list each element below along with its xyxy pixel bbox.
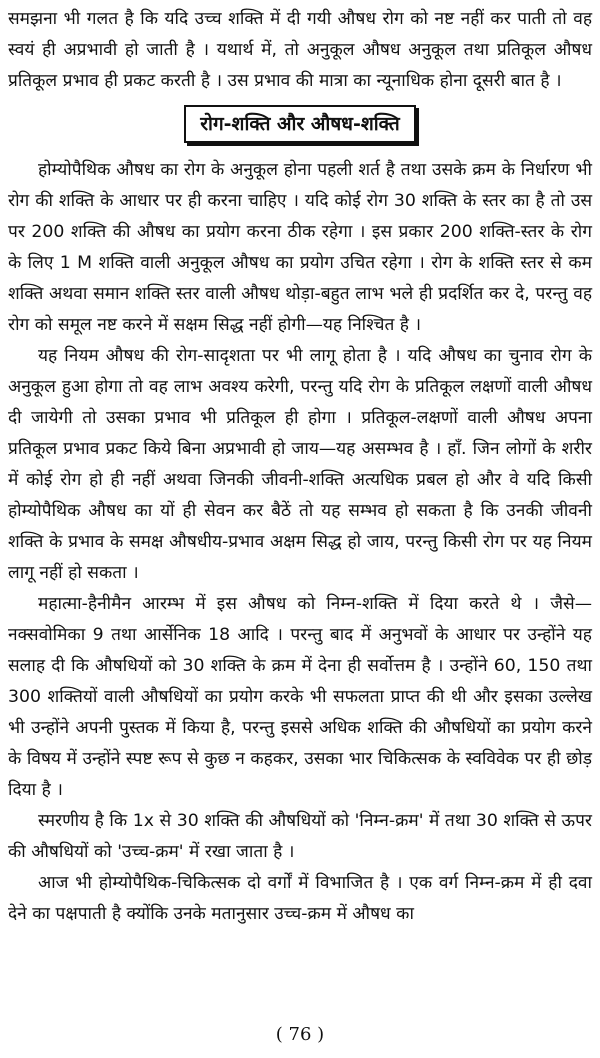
- paragraph: महात्मा-हैनीमैन आरम्भ में इस औषध को निम्न-शक्ति में दिया करते थे । जैसे—नक्सवोमिका 9 तथा आर्सेनिक 18 आदि । परन्तु बाद में अनुभवों के आधार पर उन्होंने यह सलाह दी कि औषधियों को 30 शक्ति के क्रम में देना ही सर्वोत्तम है । उन्होंने 60, 150 तथा 300 शक्तियों वाली औषधियों का प्रयोग करके भी सफलता प्राप्त की थी और इसका उल्लेख भी उन्होंने अपनी पुस्तक में किया है, परन्तु इससे अधिक शक्ति की औषधियों का प्रयोग करने के विषय में उन्होंने स्पष्ट रूप से कुछ न कहकर, उसका भार चिकित्सक के स्वविवेक पर ही छोड़ दिया है ।: [8, 594, 592, 800]
- paragraph: होम्योपैथिक औषध का रोग के अनुकूल होना पहली शर्त है तथा उसके क्रम के निर्धारण भी रोग की शक्ति के आधार पर ही करना चाहिए । यदि कोई रोग 30 शक्ति के स्तर का है तो उस पर 200 शक्ति की औषध का प्रयोग करना ठीक रहेगा । इस प्रकार 200 शक्ति-स्तर के रोग के लिए 1 M शक्ति वाली अनुकूल औषध का प्रयोग उचित रहेगा । रोग के शक्ति स्तर से कम शक्ति अथवा समान शक्ति स्तर वाली औषध थोड़ा-बहुत लाभ भले ही प्रदर्शित कर दे, परन्तु वह रोग को समूल नष्ट करने में सक्षम सिद्ध नहीं होगी—यह निश्चित है ।: [8, 160, 592, 335]
- section-heading-box: [8, 105, 592, 145]
- paragraph: स्मरणीय है कि 1x से 30 शक्ति की औषधियों को 'निम्न-क्रम' में तथा 30 शक्ति से ऊपर की औषधियों को 'उच्च-क्रम' में रखा जाता है ।: [8, 811, 592, 862]
- book-page: [8, 4, 592, 1054]
- page-number: ( 76 ): [275, 1024, 325, 1045]
- paragraph: आज भी होम्योपैथिक-चिकित्सक दो वर्गों में विभाजित है । एक वर्ग निम्न-क्रम में ही दवा देने का पक्षपाती है क्योंकि उनके मतानुसार उच्च-क्रम में औषध का: [8, 873, 592, 924]
- paragraph: यह नियम औषध की रोग-सादृशता पर भी लागू होता है । यदि औषध का चुनाव रोग के अनुकूल हुआ होगा तो वह लाभ अवश्य करेगी, परन्तु यदि रोग के प्रतिकूल लक्षणों वाली औषध दी जायेगी तो उसका प्रभाव भी प्रतिकूल ही होगा । प्रतिकूल-लक्षणों वाली औषध अपना प्रतिकूल प्रभाव प्रकट किये बिना अप्रभावी हो जाय—यह असम्भव है । हाँ. जिन लोगों के शरीर में कोई रोग हो ही नहीं अथवा जिनकी जीवनी-शक्ति अत्यधिक प्रबल हो और वे यदि किसी होम्योपैथिक औषध का यों ही सेवन कर बैठें तो यह सम्भव हो सकता है कि उनकी जीवनी शक्ति के प्रभाव के समक्ष औषधीय-प्रभाव अक्षम सिद्ध हो जाय, परन्तु किसी रोग पर यह नियम लागू नहीं हो सकता ।: [8, 346, 592, 583]
- section-heading: रोग-शक्ति और औषध-शक्ति: [184, 105, 415, 143]
- paragraph-intro: समझना भी गलत है कि यदि उच्च शक्ति में दी गयी औषध रोग को नष्ट नहीं कर पाती तो वह स्वयं ही अप्रभावी हो जाती है । यथार्थ में, तो अनुकूल औषध अनुकूल तथा प्रतिकूल औषध प्रतिकूल प्रभाव ही प्रकट करती है । उस प्रभाव की मात्रा का न्यूनाधिक होना दूसरी बात है ।: [8, 9, 592, 91]
